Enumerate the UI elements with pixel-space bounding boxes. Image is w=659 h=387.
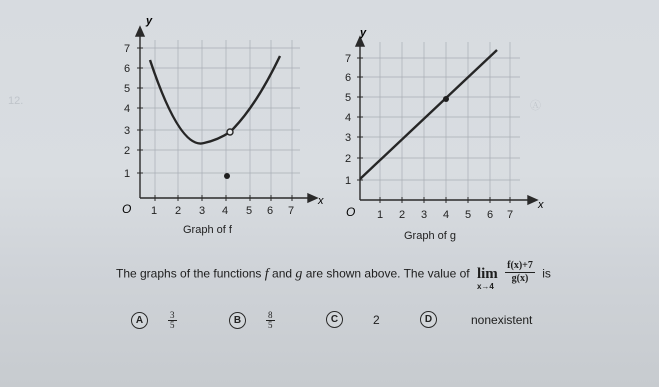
question-text-before: The graphs of the functions: [116, 266, 262, 281]
graph-g-xtick: 6: [487, 209, 494, 221]
graph-g-ytick: 4: [345, 112, 352, 124]
graph-g-xtick: 5: [465, 209, 472, 221]
choice-c-bubble[interactable]: C: [326, 311, 343, 328]
graph-g-xtick: 1: [377, 209, 384, 221]
choice-a-numerator: 3: [170, 310, 175, 320]
graph-g-xtick: 3: [421, 209, 428, 221]
choice-d[interactable]: [420, 311, 532, 328]
choice-a-denominator: 5: [170, 320, 175, 330]
graph-f-ytick: 6: [124, 63, 131, 75]
question-text-mid: are shown above. The value of: [305, 266, 470, 281]
question-text: [116, 260, 551, 291]
graph-g-origin: O: [346, 205, 356, 219]
graph-g-point: [443, 96, 449, 102]
limit-lim: lim: [476, 265, 498, 282]
graph-f-xtick: 2: [175, 205, 182, 217]
limit-operator: [476, 265, 498, 291]
graph-g-xtick: 7: [507, 209, 514, 221]
graph-g-ytick: 1: [345, 175, 352, 187]
graph-f-ytick: 2: [124, 145, 131, 157]
graph-g-ytick: 5: [345, 92, 352, 104]
graph-g-line: [360, 50, 497, 179]
choice-b-denominator: 5: [268, 320, 273, 330]
graph-f-ytick: 1: [124, 168, 131, 180]
graph-f-xtick: 1: [151, 205, 158, 217]
graph-f-origin: O: [122, 202, 132, 216]
graph-f-y-label: y: [146, 15, 153, 27]
choice-d-value: nonexistent: [471, 312, 533, 327]
choice-b[interactable]: [229, 311, 275, 330]
graph-g-ytick: 6: [345, 72, 352, 84]
graph-g-caption: Graph of g: [404, 230, 456, 242]
choice-a-bubble[interactable]: A: [131, 312, 148, 329]
graph-f-x-label: x: [318, 195, 324, 207]
choice-c[interactable]: [326, 311, 380, 328]
choice-d-bubble[interactable]: D: [420, 311, 437, 328]
graph-f-xtick: 3: [199, 205, 206, 217]
graph-g-ytick: 2: [345, 153, 352, 165]
question-and: and: [272, 266, 293, 281]
graph-f-ytick: 7: [124, 43, 131, 55]
graph-f-xtick: 6: [267, 205, 274, 217]
limit-denominator: g(x): [511, 273, 529, 284]
graph-g-grid: [360, 42, 520, 200]
choice-b-value: [266, 311, 275, 330]
choice-c-value: 2: [373, 312, 380, 327]
graph-g-ytick: 7: [345, 53, 352, 65]
question-f: f: [264, 266, 269, 282]
graph-g-xtick: 2: [399, 209, 406, 221]
graph-g-xtick: 4: [443, 209, 450, 221]
choice-a[interactable]: [131, 311, 177, 330]
limit-subscript: x→4: [476, 281, 494, 291]
question-g: g: [295, 266, 303, 282]
graph-f-caption: Graph of f: [183, 224, 232, 236]
graph-g-y-label: y: [360, 27, 367, 39]
question-text-after: is: [542, 266, 551, 281]
graph-f-xtick: 4: [222, 205, 229, 217]
graph-f-ytick: 5: [124, 83, 131, 95]
graph-f-xtick: 5: [246, 205, 253, 217]
choice-a-value: [168, 311, 177, 330]
graph-g-x-label: x: [538, 199, 544, 211]
graph-f-ytick: 4: [124, 103, 131, 115]
graph-g-ytick: 3: [345, 132, 352, 144]
graph-f-xtick: 7: [288, 205, 295, 217]
limit-numerator: f(x)+7: [507, 260, 533, 271]
graph-f-ytick: 3: [124, 125, 131, 137]
choice-b-numerator: 8: [268, 310, 273, 320]
choice-b-bubble[interactable]: B: [229, 312, 246, 329]
limit-fraction: [505, 260, 535, 285]
